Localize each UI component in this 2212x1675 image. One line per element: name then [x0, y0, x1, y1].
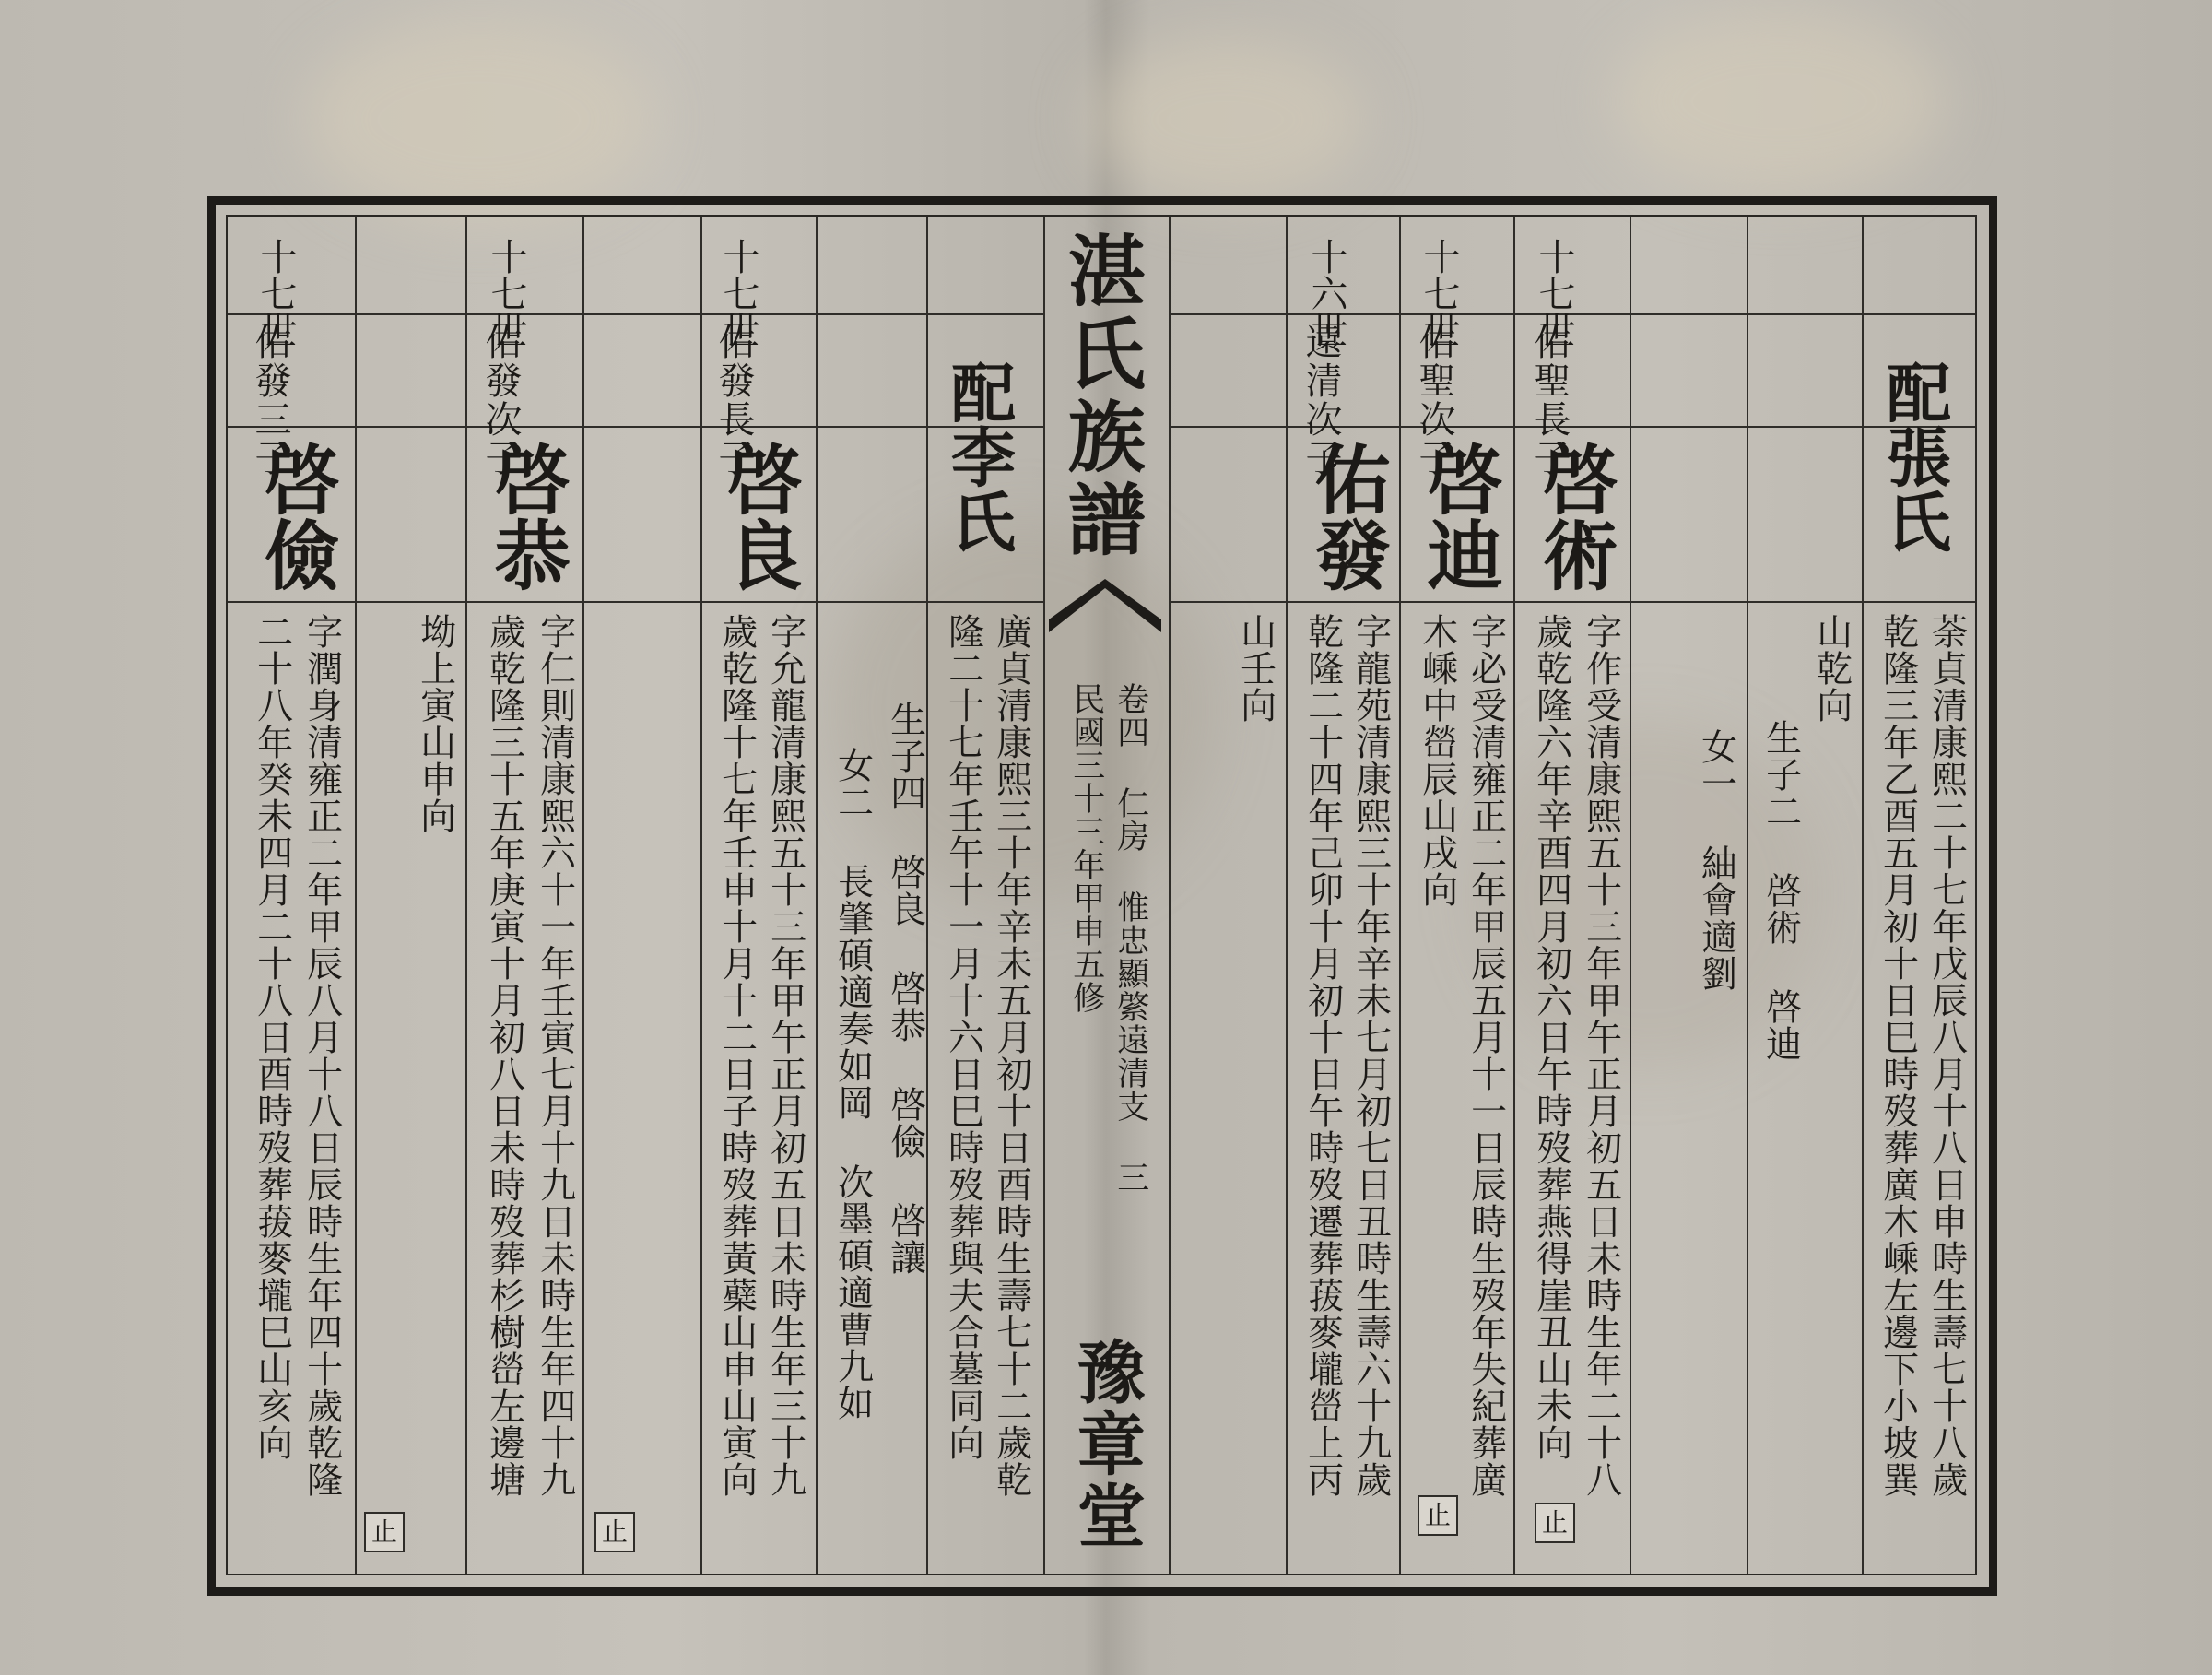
edition-info: 民國三十三年甲申五修: [1067, 682, 1105, 1014]
stop-mark: 止: [1535, 1503, 1575, 1543]
book-title: 湛氏族譜: [1055, 230, 1147, 562]
generation-label: 十六世: [1305, 238, 1347, 348]
person-name: 啓術: [1530, 441, 1619, 592]
bio-line: 女二 長肇碩適奏如岡 次墨碩適曹九如: [831, 747, 874, 1421]
bio-line: 字允龍清康熙五十三年甲午正月初五日未時生年三十九: [764, 613, 806, 1498]
person-name: 啓恭: [482, 441, 571, 592]
relation-label: 佑發長子: [712, 323, 755, 478]
bio-line: 廣貞清康熙三十年辛未五月初十日酉時生壽七十二歲乾: [990, 613, 1032, 1498]
person-name: 啓迪: [1415, 441, 1504, 592]
bio-line: 荼貞清康熙二十七年戊辰八月十八日申時生壽七十八歲: [1925, 613, 1968, 1498]
bio-line: 山乾向: [1810, 613, 1853, 724]
relation-label: 佑聖次子: [1413, 323, 1455, 478]
generation-label: 十七世: [717, 238, 759, 348]
person-name: 啓儉: [252, 441, 341, 592]
stop-mark: 止: [594, 1512, 635, 1552]
bio-line: 生子二 啓術 啓迪: [1759, 719, 1802, 1062]
bio-line: 歲乾隆三十五年庚寅十月初八日未時歿葬杉樹嵤左邊塘: [483, 613, 525, 1498]
generation-label: 十七世: [254, 238, 297, 348]
bio-line: 字作受清康熙五十三年甲午正月初五日未時生年二十八: [1580, 613, 1622, 1498]
bio-line: 字潤身清雍正二年甲辰八月十八日辰時生年四十歲乾隆: [300, 613, 343, 1498]
relation-label: 佑聖長子: [1528, 323, 1571, 478]
relation-label: 遠清次子: [1300, 323, 1342, 478]
relation-label: 佑發次子: [479, 323, 522, 478]
person-name: 佑發: [1302, 441, 1392, 592]
bio-line: 字龍苑清康熙三十年辛未七月初七日丑時生壽六十九歲: [1349, 613, 1392, 1498]
bio-line: 木嵊中嵤辰山戌向: [1416, 613, 1458, 908]
bio-line: 乾隆二十四年己卯十月初十日午時歿遷葬菝麥壠嵤上丙: [1301, 613, 1344, 1498]
bio-line: 歲乾隆六年辛酉四月初六日午時歿葬燕得崖丑山未向: [1530, 613, 1572, 1461]
bio-line: 乾隆三年乙酉五月初十日巳時歿葬廣木嵊左邊下小坡巽: [1877, 613, 1919, 1498]
relation-label: 佑發三子: [249, 323, 291, 478]
generation-label: 十七世: [485, 238, 527, 348]
bio-line: 女一 紬會適劉: [1695, 728, 1737, 992]
person-name: 啓良: [714, 441, 804, 592]
stop-mark: 止: [1418, 1495, 1458, 1536]
bio-line: 生子四 啓良 啓恭 啓儉 啓讓: [884, 701, 926, 1276]
stop-mark: 止: [364, 1512, 405, 1552]
bio-line: 字仁則清康熙六十一年壬寅七月十九日未時生年四十九: [534, 613, 576, 1498]
bio-line: 山壬向: [1234, 613, 1277, 724]
bio-line: 坳上寅山申向: [414, 613, 456, 834]
bio-line: 歲乾隆十七年壬申十月十二日子時歿葬黃蘗山申山寅向: [715, 613, 758, 1498]
generation-label: 十七世: [1418, 238, 1460, 348]
spine-chevron-icon: [1049, 579, 1161, 632]
spouse-name: 配李氏: [940, 360, 1018, 553]
bio-line: 隆二十七年壬午十一月十六日巳時歿葬與夫合墓同向: [942, 613, 984, 1461]
volume-info: 卷四 仁房 惟忠顯綮遠清支 三: [1112, 682, 1149, 1194]
bio-line: 字必受清雍正二年甲辰五月十一日辰時生歿年失紀葬廣: [1465, 613, 1507, 1498]
spouse-name: 配張氏: [1876, 360, 1953, 553]
hall-name: 豫章堂: [1065, 1337, 1146, 1552]
generation-label: 十七世: [1533, 238, 1575, 348]
bio-line: 二十八年癸未四月二十八日酉時歿葬菝麥壠巳山亥向: [251, 613, 293, 1461]
